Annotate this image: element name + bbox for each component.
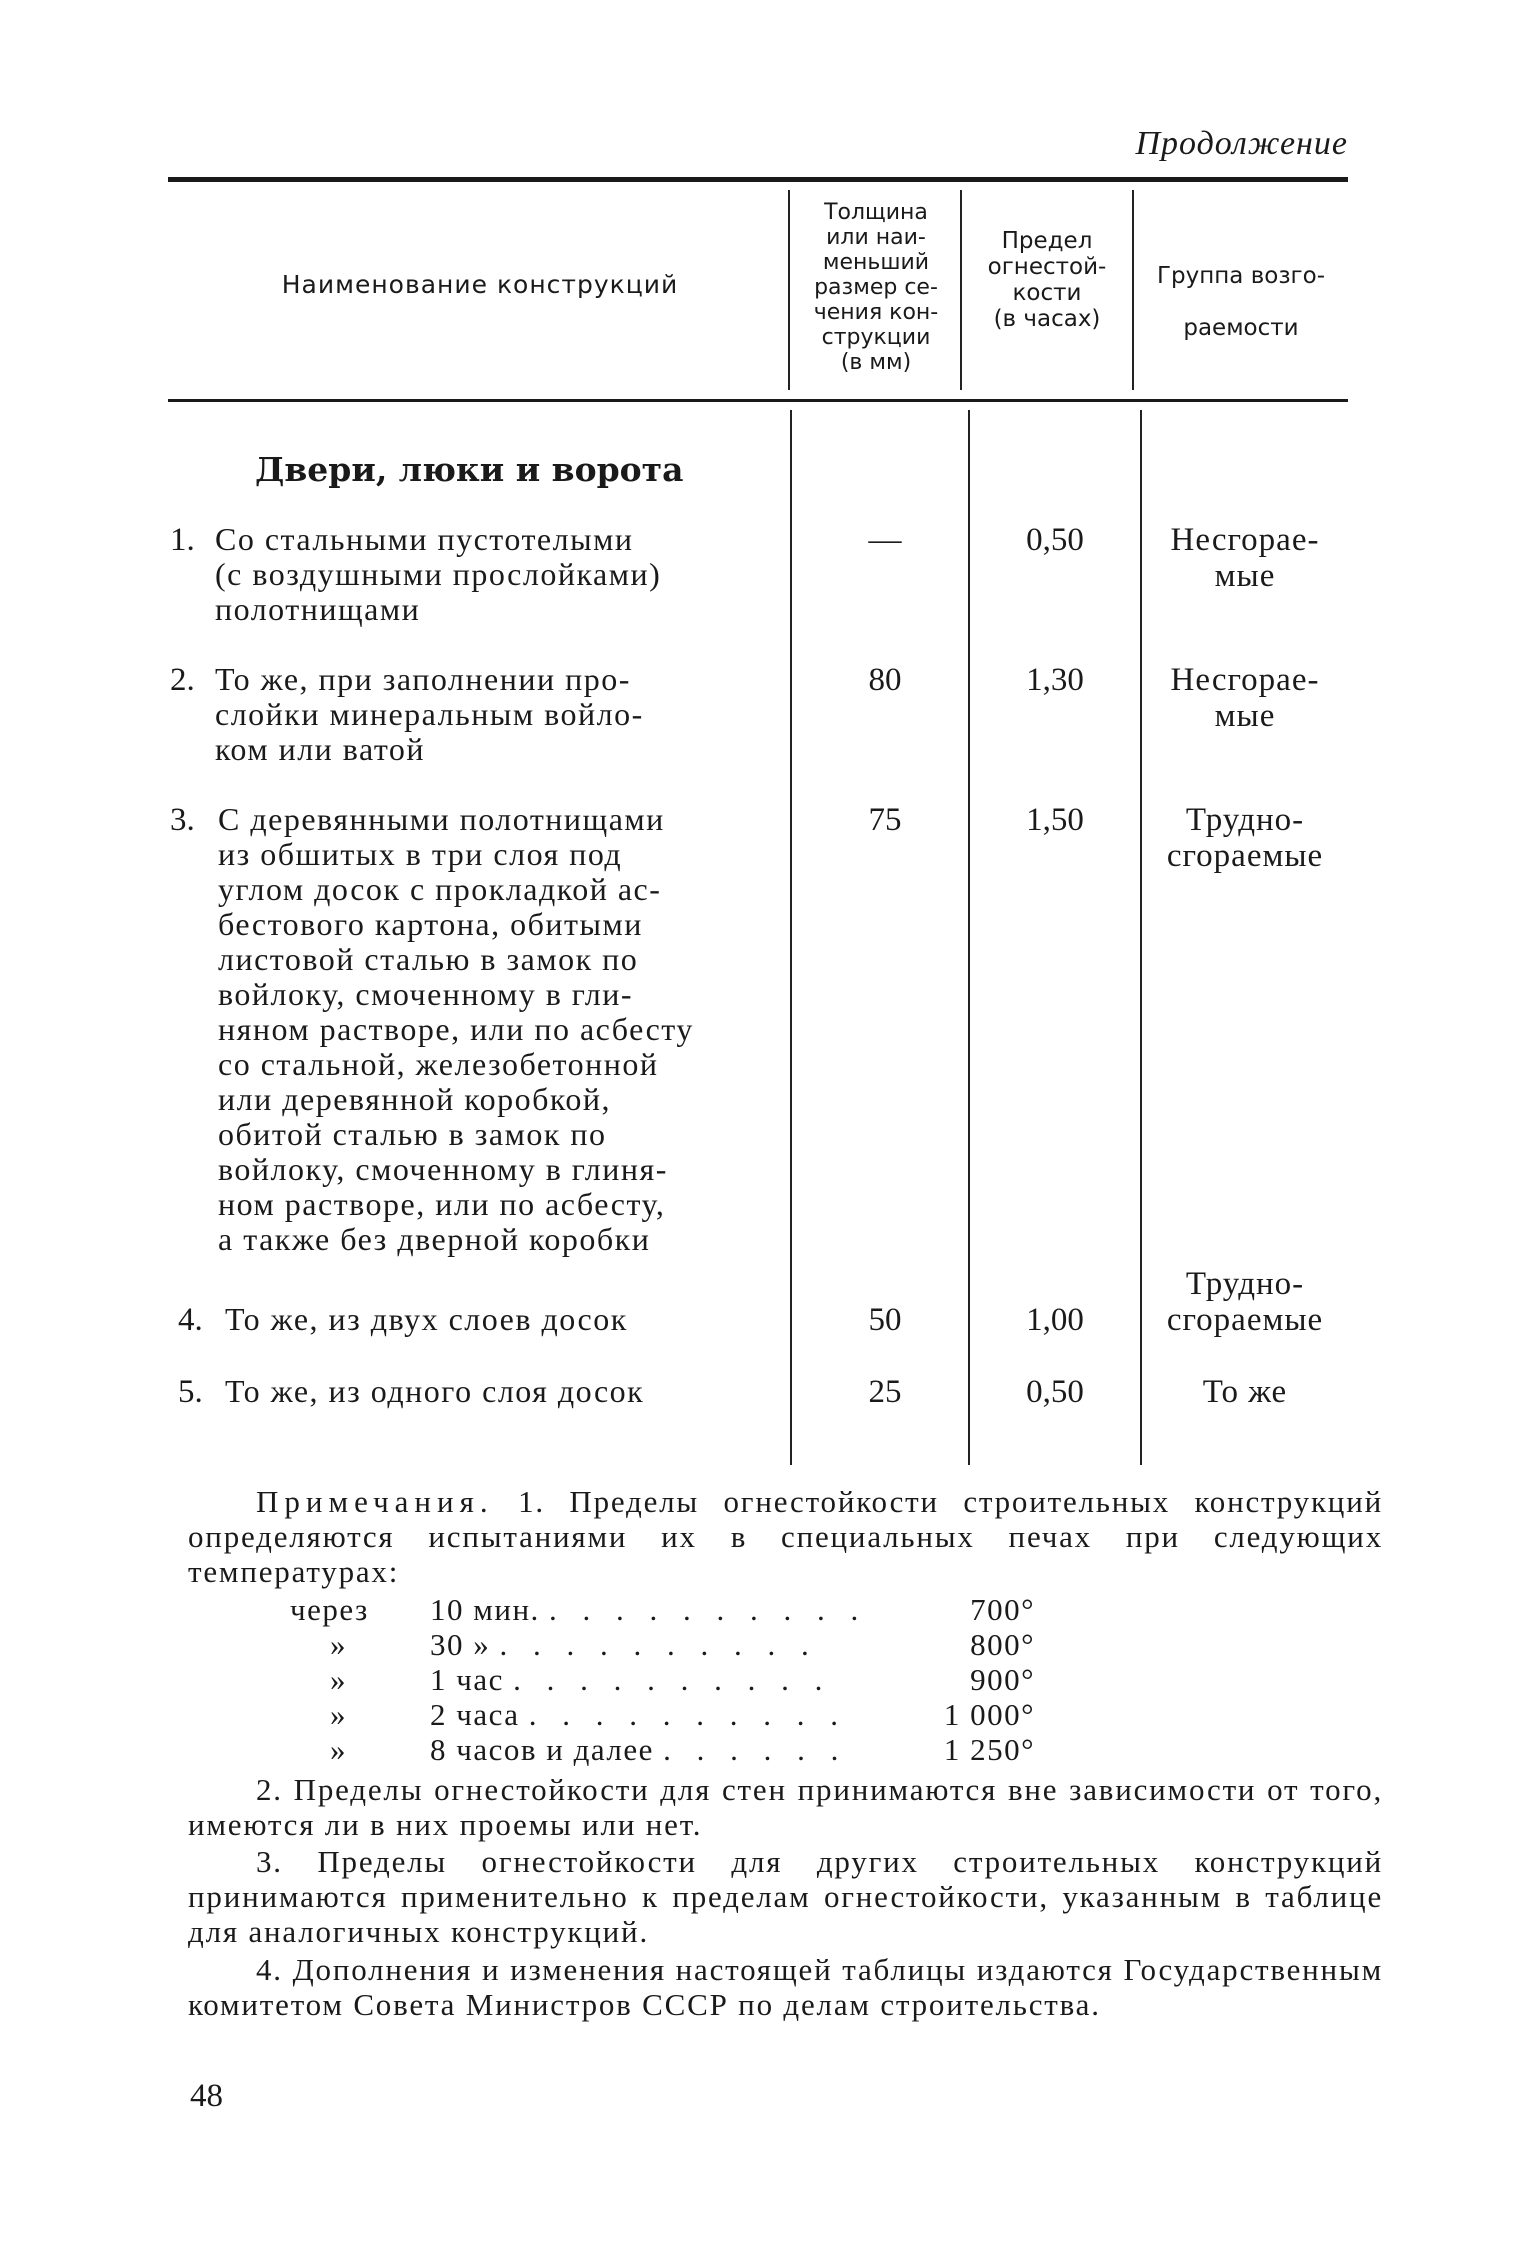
temperature-prefix: » — [330, 1732, 347, 1767]
note-4: 4. Дополнения и изменения настоящей таблицы издаются Государственным комитетом Совета Министров СССР по делам строительства. — [188, 1952, 1383, 2022]
note-1-text: 1. Пределы огнестойкости строительных конструкций определяются испытаниями их в специальных печах при следующих температурах: — [188, 1484, 1383, 1589]
dot-leaders: . . . . . . . . . . — [499, 1627, 818, 1662]
header-divider-3 — [1132, 190, 1134, 390]
note-3: 3. Пределы огнестойкости для других строительных конструкций принимаются применительно к пределам огнестойкости, указанным в таблице для аналогичных конструкций. — [188, 1844, 1383, 1949]
row-description — [218, 802, 766, 1257]
temperature-value: 700° — [970, 1592, 1035, 1627]
page-number: 48 — [190, 2078, 223, 2114]
header-combustibility: Группа возго- раемости — [1156, 263, 1326, 341]
temperature-time-label: 1 час — [430, 1662, 504, 1697]
temperature-prefix: » — [330, 1627, 347, 1662]
row-line: обитой сталью в замок по — [218, 1116, 607, 1152]
cell-fire-limit: 0,50 — [1026, 1374, 1084, 1410]
header-divider-2 — [960, 190, 962, 390]
row-description — [215, 522, 763, 627]
header-divider-1 — [788, 190, 790, 390]
header-thickness: Толщина или наи- меньший размер се- чения кон- струкции (в мм) — [813, 200, 939, 375]
temperature-time — [430, 1662, 831, 1697]
dot-leaders: . . . . . . . . . . — [513, 1662, 832, 1697]
cell-group: Несгорае- мые — [1170, 662, 1320, 734]
section-title: Двери, люки и ворота — [255, 450, 684, 489]
temperature-time — [430, 1697, 847, 1732]
table-header-rule — [168, 399, 1348, 402]
row-line: (с воздушными прослойками) — [215, 556, 662, 592]
note-1 — [188, 1484, 1383, 1589]
row-line: или деревянной коробкой, — [218, 1081, 611, 1117]
row-description — [225, 1374, 773, 1409]
temperature-prefix: » — [330, 1697, 347, 1732]
dot-leaders: . . . . . . . . . . — [528, 1697, 847, 1732]
row-line: бестового картона, обитыми — [218, 906, 643, 942]
temperature-prefix: » — [330, 1662, 347, 1697]
cell-thickness: — — [868, 522, 902, 558]
row-number: 2. — [170, 662, 195, 698]
row-line: полотнищами — [215, 591, 421, 627]
row-line: со стальной, железобетонной — [218, 1046, 659, 1082]
note-2: 2. Пределы огнестойкости для стен принимаются вне зависимости от того, имеются ли в них проемы или нет. — [188, 1772, 1383, 1842]
dot-leaders: . . . . . . . . . . — [549, 1592, 868, 1627]
row-line: Со стальными пустотелыми — [215, 521, 634, 557]
cell-fire-limit: 0,50 — [1026, 522, 1084, 558]
temperature-value: 1 000° — [943, 1697, 1035, 1732]
cell-group: Несгорае- мые — [1170, 522, 1320, 594]
temperature-time-label: 10 мин. — [430, 1592, 540, 1627]
row-number: 3. — [170, 802, 195, 838]
cell-group: То же — [1202, 1374, 1288, 1410]
row-line: войлоку, смоченному в гли- — [218, 976, 634, 1012]
row-number: 5. — [178, 1374, 203, 1410]
row-line: листовой сталью в замок по — [218, 941, 639, 977]
row-line: войлоку, смоченному в глиня- — [218, 1151, 668, 1187]
row-line: То же, из двух слоев досок — [225, 1301, 628, 1337]
row-line: няном растворе, или по асбесту — [218, 1011, 694, 1047]
cell-fire-limit: 1,00 — [1026, 1302, 1084, 1338]
temperature-time — [430, 1627, 818, 1662]
row-number: 4. — [178, 1302, 203, 1338]
notes-label: Примечания. — [256, 1484, 494, 1519]
row-line: слойки минеральным войло- — [215, 696, 644, 732]
row-line: ном растворе, или по асбесту, — [218, 1186, 666, 1222]
row-description — [225, 1302, 773, 1337]
cell-fire-limit: 1,30 — [1026, 662, 1084, 698]
dot-leaders: . . . . . . — [663, 1732, 848, 1767]
cell-thickness: 75 — [868, 802, 902, 838]
row-description — [215, 662, 763, 767]
temperature-time-label: 2 часа — [430, 1697, 520, 1732]
table-top-rule — [168, 177, 1348, 182]
temperature-value: 800° — [970, 1627, 1035, 1662]
cell-thickness: 25 — [868, 1374, 902, 1410]
header-fire-limit: Предел огнестой- кости (в часах) — [987, 228, 1107, 332]
cell-group: Трудно- сгораемые — [1166, 1266, 1324, 1338]
cell-group: Трудно- сгораемые — [1166, 802, 1324, 874]
temperature-time — [430, 1592, 867, 1627]
row-line: а также без дверной коробки — [218, 1221, 651, 1257]
header-name: Наименование конструкций — [281, 270, 679, 299]
row-line: То же, при заполнении про- — [215, 661, 631, 697]
temperature-time-label: 30 » — [430, 1627, 491, 1662]
temperature-time-label: 8 часов и далее — [430, 1732, 654, 1767]
row-line: углом досок с прокладкой ас- — [218, 871, 662, 907]
row-number: 1. — [170, 522, 195, 558]
row-line: То же, из одного слоя досок — [225, 1373, 645, 1409]
cell-fire-limit: 1,50 — [1026, 802, 1084, 838]
column-divider-1 — [790, 410, 792, 1465]
continuation-label: Продолжение — [1135, 125, 1348, 162]
temperature-value: 900° — [970, 1662, 1035, 1697]
cell-thickness: 50 — [868, 1302, 902, 1338]
row-line: С деревянными полотнищами — [218, 801, 665, 837]
row-line: из обшитых в три слоя под — [218, 836, 623, 872]
temperature-time — [430, 1732, 847, 1767]
cell-thickness: 80 — [868, 662, 902, 698]
temperature-value: 1 250° — [943, 1732, 1035, 1767]
temperature-prefix: через — [290, 1592, 369, 1627]
row-line: ком или ватой — [215, 731, 426, 767]
